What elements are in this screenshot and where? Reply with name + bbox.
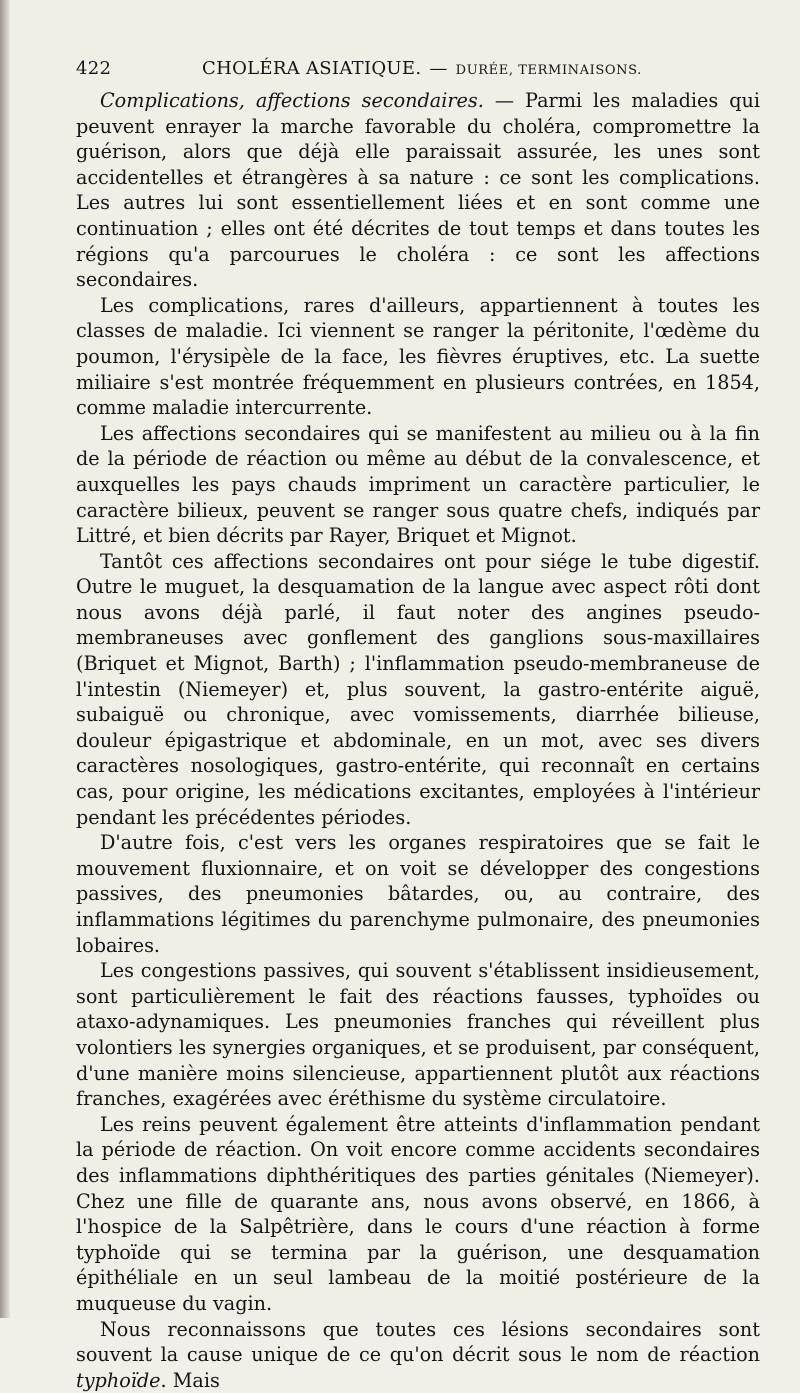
running-subtitle: DURÉE, TERMINAISONS.: [456, 63, 642, 78]
paragraph-text: Les complications, rares d'ailleurs, appartiennent à toutes les classes de maladie. Ici viennent se ranger la péritonite, l'œdème du poumon, l'érysipèle de la face, les fièvres éruptives, etc. La suette miliaire s'est montrée fréquemment en plusieurs contrées, en 1854, comme maladie intercurrente.: [76, 293, 760, 421]
paragraph-text: — Parmi les maladies qui peuvent enrayer la marche favorable du choléra, compromettre la guérison, alors que déjà elle paraissait assurée, les unes sont accidentelles et étrangères à sa nature : ce sont les complications. Les autres lui sont essentiellement liées et en sont comme une continuation ; elles ont été décrites de tout temps et dans toutes les régions qu'a parcourues le choléra : ce sont les affections secondaires.: [76, 89, 760, 291]
paragraph-tail: . Mais: [161, 1369, 220, 1392]
paragraph-complications: [76, 88, 760, 293]
title-dash: —: [429, 58, 447, 79]
paragraph-text: Les reins peuvent également être atteints d'inflammation pendant la période de réaction. On voit encore comme accidents secondaires des inflammations diphthéritiques des parties génitales (Niemeyer). Chez une fille de quarante ans, nous avons observé, en 1866, à l'hospice de la Salpêtrière, dans le cours d'une réaction à forme typhoïde qui se termina par la guérison, une desquamation épithéliale en un seul lambeau de la moitié postérieure de la muqueuse du vagin.: [76, 1112, 760, 1317]
running-title-main: CHOLÉRA ASIATIQUE.: [202, 58, 421, 79]
paragraph-text: Les affections secondaires qui se manifestent au milieu ou à la fin de la période de réaction ou même au début de la convalescence, et auxquelles les pays chauds impriment un caractère particulier, le caractère bilieux, peuvent se ranger sous quatre chefs, indiqués par Littré, et bien décrits par Rayer, Briquet et Mignot.: [76, 421, 760, 549]
body-text: [76, 88, 760, 1393]
emphasis-term: typhoïde: [76, 1369, 161, 1392]
running-title: [202, 58, 642, 79]
paragraph-text: D'autre fois, c'est vers les organes respiratoires que se fait le mouvement fluxionnaire, et on voit se développer des congestions passives, des pneumonies bâtardes, ou, au contraire, des inflammations légitimes du parenchyme pulmonaire, des pneumonies lobaires.: [76, 830, 760, 958]
running-header: [76, 54, 760, 88]
page-gutter-shadow: [0, 0, 10, 1318]
paragraph-last: [76, 1317, 760, 1393]
section-heading: Complications, affections secondaires.: [100, 89, 484, 112]
page-number: 422: [76, 58, 111, 79]
paragraph-text: Tantôt ces affections secondaires ont pour siége le tube digestif. Outre le muguet, la desquamation de la langue avec aspect rôti dont nous avons déjà parlé, il faut noter des angines pseudo-membraneuses avec gonflement des ganglions sous-maxillaires (Briquet et Mignot, Barth) ; l'inflammation pseudo-membraneuse de l'intestin (Niemeyer) et, plus souvent, la gastro-entérite aiguë, subaiguë ou chronique, avec vomissements, diarrhée bilieuse, douleur épigastrique et abdominale, en un mot, avec ses divers caractères nosologiques, gastro-entérite, qui reconnaît en certains cas, pour origine, les médications excitantes, employées à l'intérieur pendant les précédentes périodes.: [76, 549, 760, 831]
paragraph-text: Nous reconnaissons que toutes ces lésions secondaires sont souvent la cause unique de ce qu'on décrit sous le nom de réaction: [76, 1318, 760, 1367]
paragraph-text: Les congestions passives, qui souvent s'établissent insidieusement, sont particulièrement le fait des réactions fausses, typhoïdes ou ataxo-adynamiques. Les pneumonies franches qui réveillent plus volontiers les synergies organiques, et se produisent, par conséquent, d'une manière moins silencieuse, appartiennent plutôt aux réactions franches, exagérées avec éréthisme du système circulatoire.: [76, 958, 760, 1112]
